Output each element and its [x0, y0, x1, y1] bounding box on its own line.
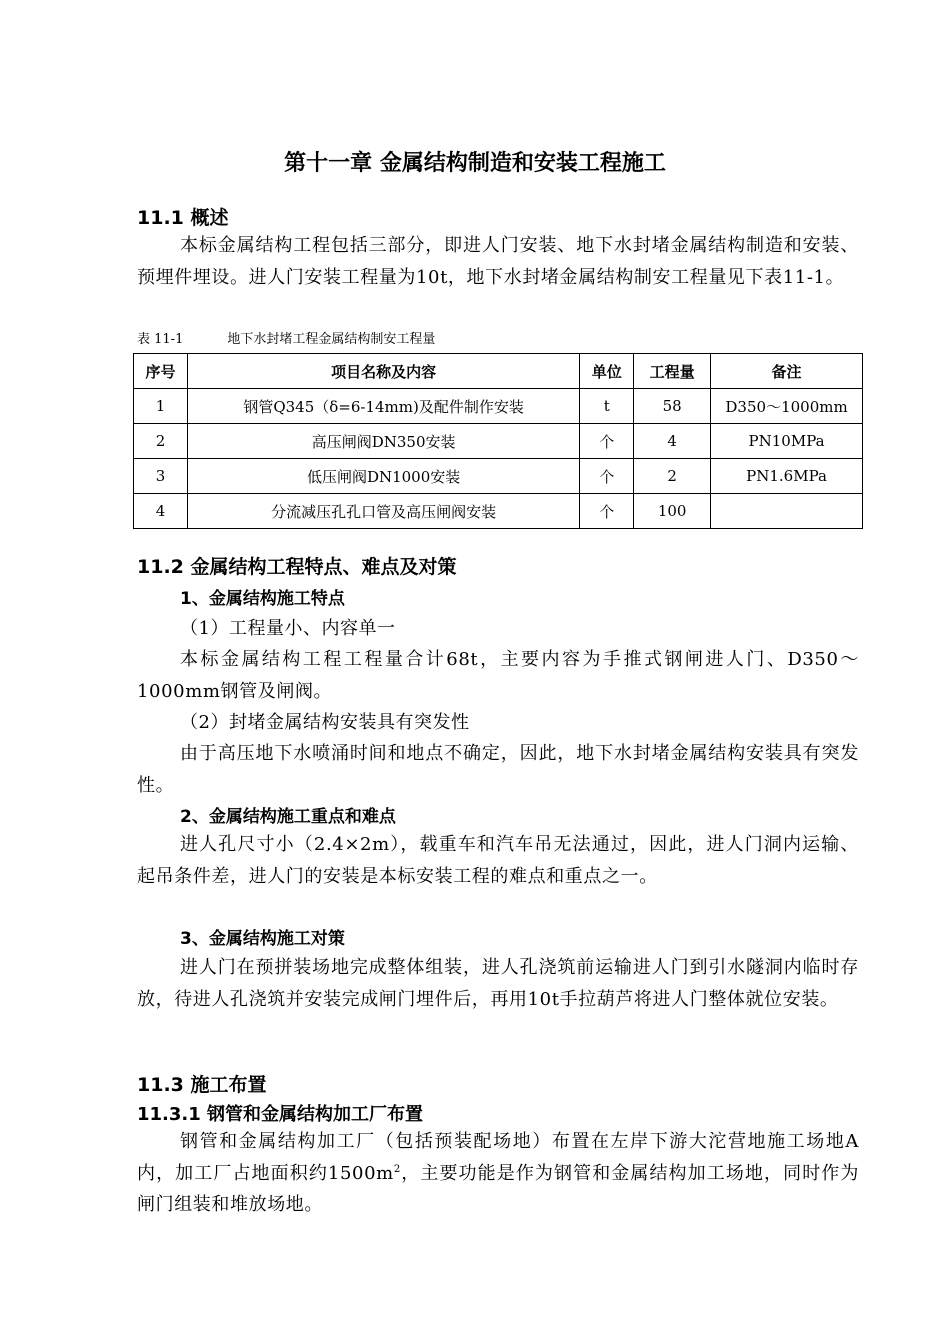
table-cell: D350～1000mm — [711, 389, 863, 424]
table-cell: 高压闸阀DN350安装 — [187, 424, 579, 459]
subsection-heading-workshop: 11.3.1 钢管和金属结构加工厂布置 — [137, 1104, 424, 1125]
table-header-cell: 单位 — [580, 354, 634, 389]
table-row — [134, 494, 863, 529]
table-cell: 个 — [580, 459, 634, 494]
section-heading-features: 11.2 金属结构工程特点、难点及对策 — [137, 556, 457, 578]
item-heading-2: （2）封堵金属结构安装具有突发性 — [180, 712, 470, 733]
features-paragraph-1: 本标金属结构工程工程量合计68t，主要内容为手推式钢闸进人门、D350～1000mm钢管及闸阀。 — [137, 649, 859, 702]
table-header-cell: 项目名称及内容 — [187, 354, 579, 389]
table-cell: 钢管Q345（δ=6-14mm)及配件制作安装 — [187, 389, 579, 424]
table-row — [134, 389, 863, 424]
table-cell: t — [580, 389, 634, 424]
table-cell: 58 — [634, 389, 711, 424]
table-caption — [137, 328, 435, 347]
table-cell — [711, 494, 863, 529]
overview-paragraph: 本标金属结构工程包括三部分，即进人门安装、地下水封堵金属结构制造和安装、预埋件埋设。进人门安装工程量为10t，地下水封堵金属结构制安工程量见下表11-1。 — [137, 235, 859, 288]
subheading-countermeasures: 3、金属结构施工对策 — [180, 929, 345, 949]
superscript-2: 2 — [393, 1163, 401, 1175]
table-header-row — [134, 354, 863, 389]
section-heading-overview: 11.1 概述 — [137, 207, 229, 229]
table-header-cell: 工程量 — [634, 354, 711, 389]
table-cell: 个 — [580, 494, 634, 529]
subheading-features: 1、金属结构施工特点 — [180, 589, 345, 609]
table-cell: PN10MPa — [711, 424, 863, 459]
table-cell: 分流减压孔孔口管及高压闸阀安装 — [187, 494, 579, 529]
item-heading-1: （1）工程量小、内容单一 — [180, 618, 396, 639]
table-caption-name: 地下水封堵工程金属结构制安工程量 — [227, 332, 436, 347]
table-cell: 2 — [134, 424, 188, 459]
table-cell: 100 — [634, 494, 711, 529]
table-header-cell: 备注 — [711, 354, 863, 389]
quantity-table — [133, 353, 863, 529]
workshop-text-a: 钢管和金属结构加工厂（包括预装配场地）布置在左岸下游大沱营地施工场地A内，加工厂占地面积约1500m — [137, 1131, 859, 1184]
countermeasures-paragraph: 进人门在预拼装场地完成整体组装，进人孔浇筑前运输进人门到引水隧洞内临时存放，待进人孔浇筑并安装完成闸门埋件后，再用10t手拉葫芦将进人门整体就位安装。 — [137, 957, 859, 1010]
table-caption-id: 表 11-1 — [137, 332, 184, 347]
table-row — [134, 424, 863, 459]
section-heading-layout: 11.3 施工布置 — [137, 1074, 267, 1096]
workshop-text-b: ，主要功能是作为钢管和金属结构加工场地，同时作为闸门组装和堆放场地。 — [137, 1162, 859, 1215]
table-cell: PN1.6MPa — [711, 459, 863, 494]
table-cell: 3 — [134, 459, 188, 494]
workshop-paragraph — [137, 1126, 859, 1221]
difficulties-paragraph: 进人孔尺寸小（2.4×2m），载重车和汽车吊无法通过，因此，进人门洞内运输、起吊条件差，进人门的安装是本标安装工程的难点和重点之一。 — [137, 834, 859, 887]
table-cell: 4 — [134, 494, 188, 529]
table-cell: 1 — [134, 389, 188, 424]
table-cell: 4 — [634, 424, 711, 459]
features-paragraph-2: 由于高压地下水喷涌时间和地点不确定，因此，地下水封堵金属结构安装具有突发性。 — [137, 743, 859, 796]
table-header-cell: 序号 — [134, 354, 188, 389]
chapter-title: 第十一章 金属结构制造和安装工程施工 — [284, 151, 666, 176]
table-row — [134, 459, 863, 494]
table-cell: 2 — [634, 459, 711, 494]
table-cell: 个 — [580, 424, 634, 459]
table-cell: 低压闸阀DN1000安装 — [187, 459, 579, 494]
subheading-difficulties: 2、金属结构施工重点和难点 — [180, 807, 396, 827]
